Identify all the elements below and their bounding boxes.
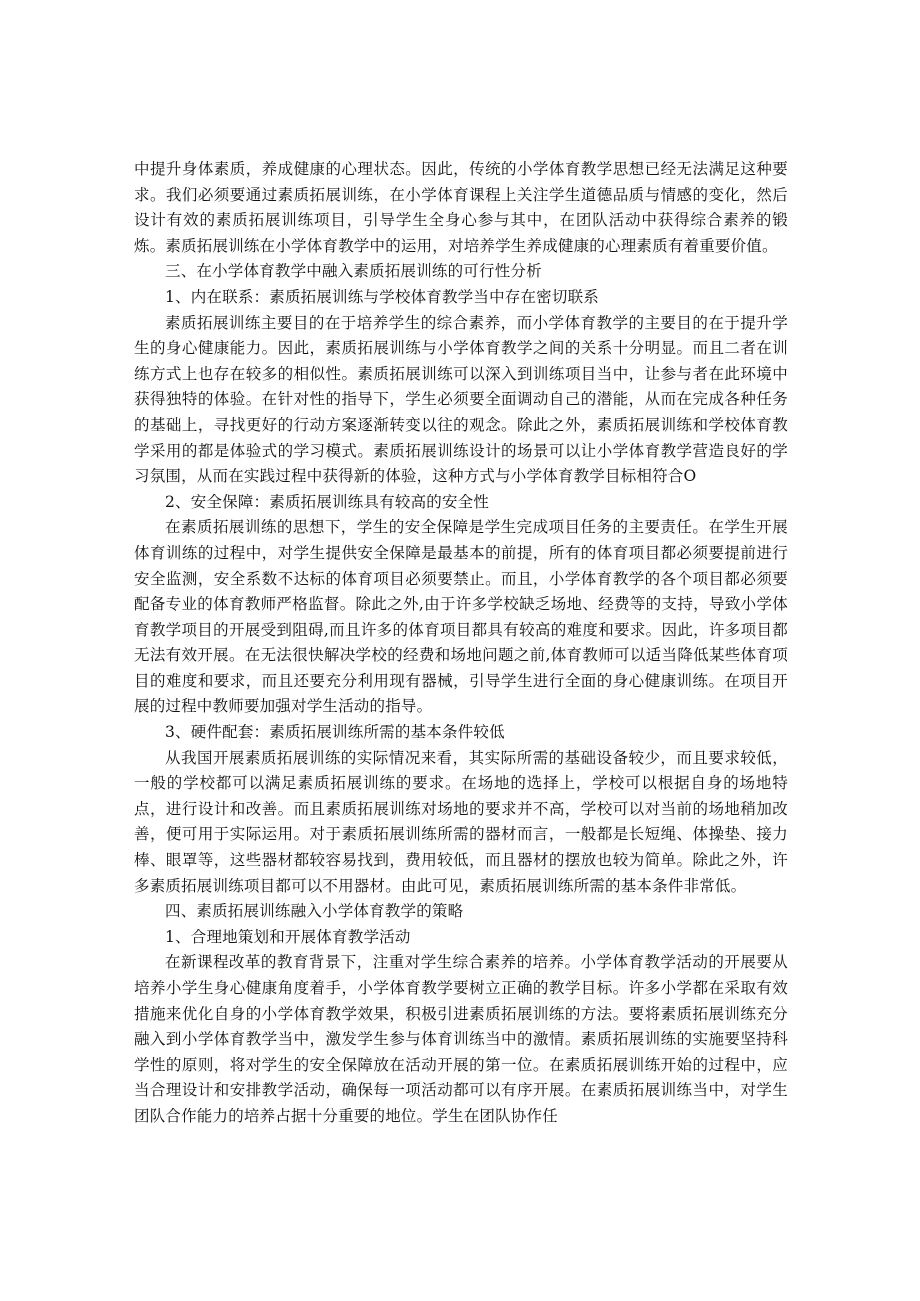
section-heading-three: 三、在小学体育教学中融入素质拓展训练的可行性分析	[165, 262, 542, 281]
section-heading-four: 四、素质拓展训练融入小学体育教学的策略	[165, 902, 464, 921]
paragraph-hardware: 从我国开展素质拓展训练的实际情况来看，其实际所需的基础设备较少，而且要求较低，一般的学校都可以满足素质拓展训练的要求。在场地的选择上，学校可以根据自身的场地特点，进行设计和改善。而且素质拓展训练对场地的要求并不高，学校可以对当前的场地稍加改善，便可用于实际运用。对于素质拓展训练所需的器材而言，一般都是长短绳、体操垫、接力棒、眼罩等，这些器材都较容易找到，费用较低，而且器材的摆放也较为简单。除此之外，许多素质拓展训练项目都可以不用器材。由此可见，素质拓展训练所需的基本条件非常低。	[134, 748, 788, 895]
paragraph-safety: 在素质拓展训练的思想下，学生的安全保障是学生完成项目任务的主要责任。在学生开展体育训练的过程中，对学生提供安全保障是最基本的前提，所有的体育项目都必须要提前进行安全监测，安全系数不达标的体育项目必须要禁止。而且，小学体育教学的各个项目都必须要配备专业的体育教师严格监督。除此之外,由于许多学校缺乏场地、经费等的支持，导致小学体育教学项目的开展受到阻碍,而且许多的体育项目都具有较高的难度和要求。因此，许多项目都无法有效开展。在无法很快解决学校的经费和场地问题之前,体育教师可以适当降低某些体育项目的难度和要求，而且还要充分利用现有器械，引导学生进行全面的身心健康训练。在项目开展的过程中教师要加强对学生活动的指导。	[134, 518, 788, 716]
paragraph-intro-continued: 中提升身体素质，养成健康的心理状态。因此，传统的小学体育教学思想已经无法满足这种要求。我们必须要通过素质拓展训练，在小学体育课程上关注学生道德品质与情感的变化，然后设计有效的素质拓展训练项目，引导学生全身心参与其中，在团队活动中获得综合素养的锻炼。素质拓展训练在小学体育教学中的运用，对培养学生养成健康的心理素质有着重要价值。	[134, 160, 788, 255]
subsection-heading-hardware: 3、硬件配套：素质拓展训练所需的基本条件较低	[165, 723, 505, 742]
subsection-heading-internal-link: 1、内在联系：素质拓展训练与学校体育教学当中存在密切联系	[165, 287, 599, 306]
document-page	[134, 157, 788, 1130]
paragraph-internal-link: 素质拓展训练主要目的在于培养学生的综合素养，而小学体育教学的主要目的在于提升学生的身心健康能力。因此，素质拓展训练与小学体育教学之间的关系十分明显。而且二者在训练方式上也存在较多的相似性。素质拓展训练可以深入到训练项目当中，让参与者在此环境中获得独特的体验。在针对性的指导下，学生必须要全面调动自己的潜能，从而在完成各种任务的基础上，寻找更好的行动方案逐渐转变以往的观念。除此之外，素质拓展训练和学校体育教学采用的都是体验式的学习模式。素质拓展训练设计的场景可以让小学体育教学营造良好的学习氛围，从而在实践过程中获得新的体验，这种方式与小学体育教学目标相符合O	[134, 313, 788, 486]
paragraph-planning: 在新课程改革的教育背景下，注重对学生综合素养的培养。小学体育教学活动的开展要从培养小学生身心健康角度着手，小学体育教学要树立正确的教学目标。许多小学都在采取有效措施来优化自身的小学体育教学效果，积极引进素质拓展训练的方法。要将素质拓展训练充分融入到小学体育教学当中，激发学生参与体育训练当中的激情。素质拓展训练的实施要坚持科学性的原则，将对学生的安全保障放在活动开展的第一位。在素质拓展训练开始的过程中，应当合理设计和安排教学活动，确保每一项活动都可以有序开展。在素质拓展训练当中，对学生团队合作能力的培养占据十分重要的地位。学生在团队协作任	[134, 953, 788, 1125]
subsection-heading-safety: 2、安全保障：素质拓展训练具有较高的安全性	[165, 492, 490, 511]
subsection-heading-planning: 1、合理地策划和开展体育教学活动	[165, 927, 411, 946]
